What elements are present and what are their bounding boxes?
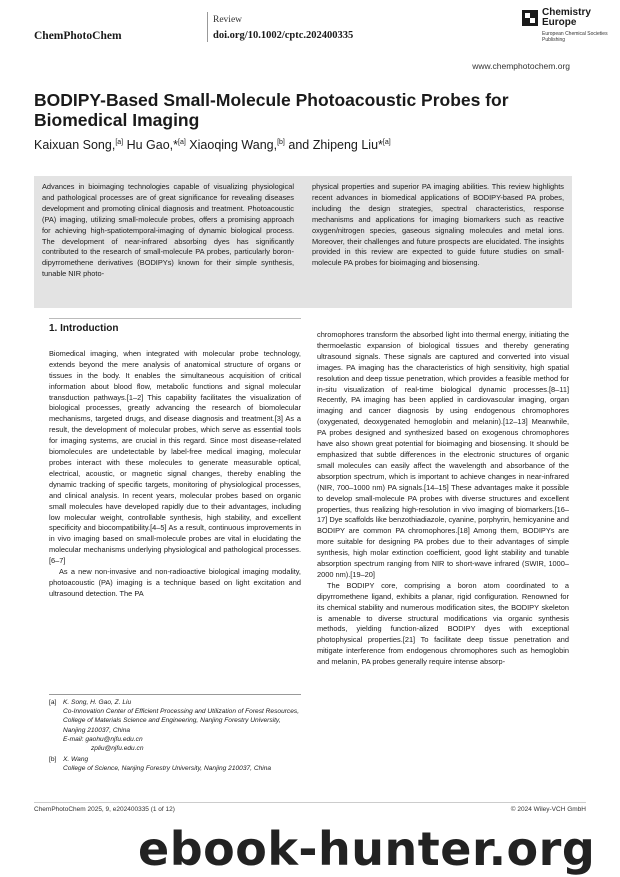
affiliation-a-names: K. Song, H. Gao, Z. Liu (63, 699, 132, 706)
journal-name: ChemPhotoChem (34, 30, 122, 42)
watermark: ebook-hunter.org (138, 822, 596, 876)
author-list (34, 138, 391, 152)
email-link[interactable]: E-mail: gaohu@njfu.edu.cn (63, 735, 143, 743)
paragraph: As a new non-invasive and non-radioactive biological imaging modality, photoacoustic (PA) imaging is a technique based on light excitation and ultrasound detection. The PA (49, 567, 301, 598)
section-divider (49, 318, 301, 319)
author-4-aff: [a] (382, 138, 391, 146)
paragraph: chromophores transform the absorbed light into thermal energy, initiating the thermoelastic expansion of biological tissues and thereby generating ultrasound signals. These signals are captured and converted into visual images. PA imaging has the characteristics of high sensitivity, high spatial resolution and deep tissue penetration, which provides a feasible method for in-situ visualization of real-time biological dynamic processes.[8–11] Recently, PA imaging has been applied in cardiovascular imaging, organ imaging and cancer diagnosis by using endogenous chromophores (oxygenated, deoxygenated hemoglobin and melanin).[12–13] Meanwhile, PA probes designed and synthesized based on exogenous chromophores have also shown great potential for bioimaging and biosensing. It should be emphasized that subtle differences in the electronic structures of organic small molecules can easily affect the wavelength and absorbance of the absorption spectrum, which is important to achieve changes in near-infrared (NIR, 700–1000 nm) PA signals.[14–15] These advantages make it possible to develop small-molecule PA probes with diverse structures and excellent properties, thus realizing high-resolution in vivo imaging of biomarkers.[16–17] Dye scaffolds like benzothiadiazole, cyanine, porphyrin, hemicyanine and BODIPY are common PA chromophores.[18] Among them, BODIPYs are more suitable for designing PA probes due to their advantages of simple synthesis, high molar extinction coefficient, good light stability and tunable absorption spectrum ranging from NIR to short-wave infrared (SWIR, 1000–2000 nm).[19–20] (317, 330, 569, 579)
abstract-right: physical properties and superior PA imaging abilities. This review highlights recent advances in biomedical applications of BODIPY-based PA probes, including the design strategies, spectral characteristics, response mechanisms and applications for imaging biomarkers such as reactive oxygen/nitrogen species, gaseous signaling molecules and metal ions. Moreover, their challenges and future prospects are elucidated. The insights provided in this review are expected to guide future studies on small-molecule PA probes for bioimaging and biosensing. (312, 182, 564, 268)
doi-link[interactable]: doi.org/10.1002/cptc.202400335 (213, 30, 354, 41)
affiliation-divider (49, 694, 301, 695)
publisher-name: Chemistry Europe (542, 7, 591, 28)
paragraph: The BODIPY core, comprising a boron atom coordinated to a dipyrromethene ligand, exhibits a planar, rigid configuration. Renowned for its chemical stability and numerous modification sites, the BODIPY skeleton is amenable to diverse structural modifications via organic synthesis methods, yielding function-alized BODIPY dyes with exceptional photophysical properties.[21] To facilitate deep tissue penetration and mitigate interference from endogenous chromophores such as hemoglobin and melanin, PA probes generally require intense absorp- (317, 580, 569, 667)
author-4: and Zhipeng Liu* (288, 138, 383, 152)
affiliation-b-names: X. Wang (63, 756, 89, 764)
body-right-column (317, 330, 569, 668)
paragraph: Biomedical imaging, when integrated with molecular probe technology, extends beyond the mere analysis of anatomical structure of organs or tissues in the body. It enables the simultaneous acquisition of critical information about blood flow, metabolic functions and signal molecular transduction pathways.[1–2] This capability facilitates the visualization of biological processes, greatly advancing the research of biomolecular mechanisms, targeted drugs, and disease diagnosis and treatment.[3] As a result, the development of molecular probes, which serve as essential tools for imaging systems, are crucial in this regard. Since most disease-related biomolecules are undetectable by label-free medical imaging, molecular probes interact with these molecules to generate measurable optical, electrical, acoustic, or magnetic signal changes, thereby enabling the dynamic tracking of specific targets, monitoring of physiological processes, and clinical analysis. In recent years, molecular probes based on organic small molecules have developed rapidly due to their advantages, including low molecular weight, controllable synthesis, high stability, and excellent specificity and biocompatibility.[4–5] As a result, continuous improvements in in vivo imaging based on small-molecule probes are vital in elucidating the molecular mechanisms underlying physiological and pathological processes.[6–7] (49, 348, 301, 566)
abstract-left: Advances in bioimaging technologies capable of visualizing physiological and pathological processes are of great significance for revealing diseases development and promoting clinical diagnosis and treatment. Photoacoustic (PA) imaging, utilizing small-molecule probes, offers a promising approach for achieving high-spatiotemporal-imaging of dynamic biological process. The development of near-infrared absorbing dyes has significantly contributed to the research of small-molecule PA probes, particularly boron-dipyrromethene derivatives (BODIPYs) known for their simple synthesis, tunable NIR photo- (42, 182, 294, 279)
abstract-box (34, 176, 572, 308)
publisher-subtitle: European Chemical Societies Publishing (542, 31, 608, 43)
article-type: Review (213, 15, 243, 25)
affiliation-a: [a] K. Song, H. Gao, Z. Liu Co-Innovation Center of Efficient Processing and Utilization of Forest Resources, College of Materials Science and Engineering, Nanjing Forestry University, Nanjing 210037, China E-mail: gaohu@njfu.edu.cn zpliu@njfu.edu.cn (49, 699, 300, 753)
author-1: Kaixuan Song, (34, 138, 116, 152)
body-left-column (49, 324, 301, 600)
footer-citation: ChemPhotoChem 2025, 9, e202400335 (1 of 12) (34, 806, 175, 813)
footer-copyright: © 2024 Wiley-VCH GmbH (510, 806, 586, 813)
affiliations (49, 698, 301, 774)
author-3-aff: [b] (277, 138, 285, 146)
page-header (0, 0, 620, 50)
chemistry-europe-logo-icon (522, 10, 538, 26)
author-1-aff: [a] (115, 138, 124, 146)
section-heading: 1. Introduction (49, 323, 119, 334)
footer-divider (34, 802, 586, 803)
author-2: Hu Gao,* (126, 138, 179, 152)
affiliation-b-institution: College of Science, Nanjing Forestry University, Nanjing 210037, China (63, 765, 272, 773)
header-divider (207, 12, 208, 42)
author-2-aff: [a] (178, 138, 186, 146)
affiliation-a-institution: Co-Innovation Center of Efficient Processing and Utilization of Forest Resources, College of Materials Science and Engineering, Nanjing Forestry University, Nanjing 210037, China (63, 708, 300, 734)
email-link[interactable]: zpliu@njfu.edu.cn (91, 745, 144, 753)
article-title: BODIPY-Based Small-Molecule Photoacoustic Probes for Biomedical Imaging (34, 90, 509, 130)
journal-url[interactable]: www.chemphotochem.org (472, 61, 570, 71)
author-3: Xiaoqing Wang, (189, 138, 278, 152)
affiliation-b: [b] X. Wang College of Science, Nanjing Forestry University, Nanjing 210037, China (49, 756, 272, 773)
